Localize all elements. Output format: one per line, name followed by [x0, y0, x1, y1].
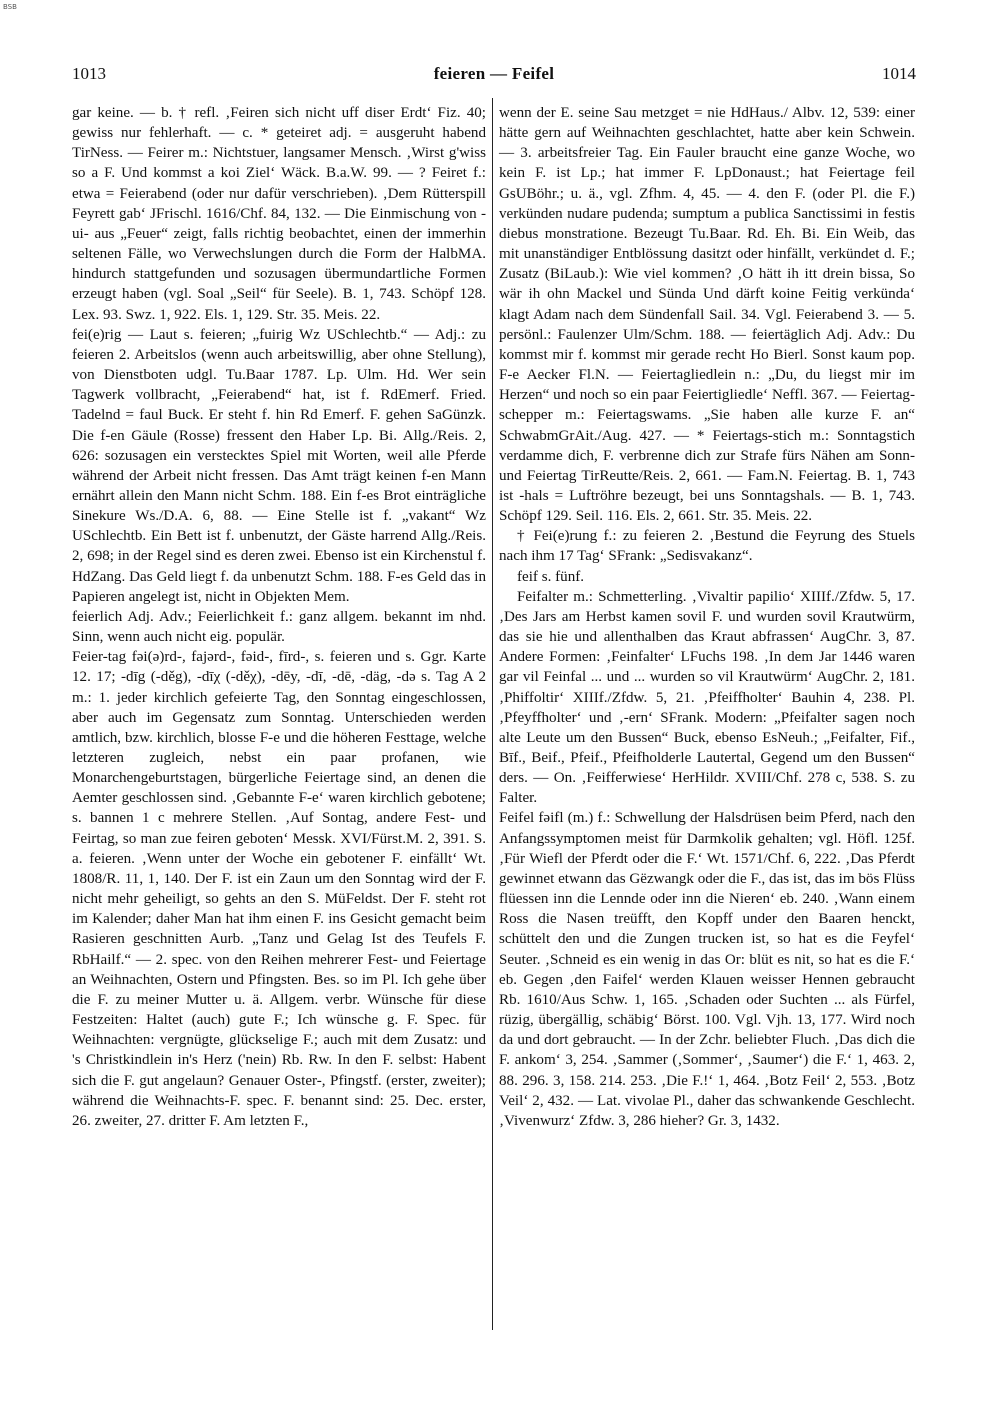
left-page-number: 1013: [72, 64, 106, 83]
entry-paragraph: feif s. fünf.: [517, 568, 585, 585]
column-divider: [492, 98, 493, 1330]
entry-paragraph: Feifalter m.: Schmetterling. ‚Vivaltir papilio‘ XIIIf./Zfdw. 5, 17. ‚Des Jars am Herbst kamen sovil F. und wurden sovil Krautwürm, das sie hie und allenthalben das Kraut abfrassen‘ AugChr. 3, 87. Andere Formen: ‚Feinfalter‘ LFuchs 198. ‚In dem Jar 1446 waren gar vil Feinfal ... und ... wurden so vil Krautwürm‘ AugChr. 2, 181. ‚Phiffoltir‘ XIIIf./Zfdw. 5, 21. ‚Pfeiffholter‘ Bauhin 4, 238. Pl. ‚Pfeyffholter‘ und ‚-ern‘ SFrank. Modern: „Pfeifalter sagen noch alte Leute um den Bussen“ Buck, ebenso EsNeuh.; „Feifalter, Fif., Bīf., Beif., Pfeif., Pfeifholderle Lautertal, Gegend um den Bussen“ ders. — On. ‚Feifferwiese‘ HerHildr. XVIII/Chf. 278 c, 538. S. zu Falter.: [499, 588, 915, 807]
entry-paragraph: gar keine. — b. † refl. ‚Feiren sich nicht uff diser Erdt‘ Fiz. 40; gewiss nur fehlerhaft. — c. * geteiret adj. = ausgeruht habend TirNess. — Feirer m.: Nichtstuer, langsamer Mensch. ‚Wirst g'wiss so a F. Und kommst a koi Ziel‘ Wäck. B.a.W. 99. — ? Feiret f.: etwa = Feierabend (oder nur dafür verschrieben). ‚Dem Rütterspill Feyrett gab‘ JFrischl. 1616/Chf. 84, 132. — Die Einmischung von -ui- aus „Feuer“ zeigt, falls richtig beobachtet, einen der immerhin seltenen Fälle, wo Verwechslungen durch die Form der HalbMA. hindurch stattgefunden und sozusagen übermundartliche Formen erzeugt haben (vgl. Soal „Seil“ für Seele). B. 1, 743. Schöpf 128. Lex. 93. Swz. 1, 922. Els. 1, 129. Str. 35. Meis. 22.: [72, 105, 486, 323]
right-column: [499, 103, 915, 1131]
entry-paragraph: feierlich Adj. Adv.; Feierlichkeit f.: ganz allgem. bekannt im nhd. Sinn, wenn auch nicht eig. populär.: [72, 608, 486, 646]
entry-paragraph: Feifel fəifl (m.) f.: Schwellung der Halsdrüsen beim Pferd, nach den Anfangssymptomen meist für Darmkolik gehalten; vgl. Höfl. 125f. ‚Für Wiefl der Pferdt oder die F.‘ Wt. 1571/Chf. 6, 222. ‚Das Pferdt gewinnet etwann das Gëzwangk oder die F., das ist, das im bös Flüss flüessen inn die Lennde oder inn die Nieren‘ eb. 240. ‚Wann einem Ross die Nasen treüfft, den Kopff under den Baaren henckt, schüttelt den und die Zungen trucken ist, so hat es die Feyfel‘ Seuter. ‚Schneid es ein wenig in das Or: blüt es nit, so hat es die F.‘ eb. Gegen ‚den Faifel‘ werden Klauen weisser Hennen gebraucht Rb. 1610/Aus Schw. 1, 165. ‚Schaden oder Suchten ... als Fürfel, rüzig, übergällig, schäbig‘ Börst. 100. Vgl. Vjh. 13, 177. Wird noch da und dort gebraucht. — In der Zchr. beliebter Fluch. ‚Das dich die F. ankom‘ 3, 254. ‚Sammer (‚Sommer‘, ‚Saumer‘) die F.‘ 1, 463. 2, 88. 296. 3, 158. 214. 253. ‚Die F.!‘ 1, 464. ‚Botz Feil‘ 2, 553. ‚Botz Veil‘ 2, 432. — Lat. vivolae Pl., daher das schwankende Geschlecht. ‚Vivenwurz‘ Zfdw. 3, 286 hieher? Gr. 3, 1432.: [499, 810, 915, 1129]
page-header: [72, 64, 916, 86]
entry-paragraph: † Fei(e)rung f.: zu feieren 2. ‚Bestund die Feyrung des Stuels nach ihm 17 Tag‘ SFrank: „Sedisvakanz“.: [499, 528, 915, 565]
library-mark: BSB: [3, 3, 17, 11]
entry-paragraph: wenn der E. seine Sau metzget = nie HdHaus./ Albv. 12, 539: einer hätte gern auf Weihnachten geschlachtet, hatte aber kein Schwein. — 3. arbeitsfreier Tag. Ein Fauler braucht eine ganze Woche, wo kein F. ist Lp.; hat immer F. LpDonaust.; hat Feiertage feil GsUBöhr.; u. ä., vgl. Zfhm. 4, 45. — 4. den F. (oder Pl. die F.) verkünden nudare pudenda; sumptum a publica Sanctissimi in festis diebus monstratione. Bezeugt Tu.Baar. Rd. Eh. Bi. Ein Weib, das mit unanständiger Entblössung dasitzt oder hinfällt, verkündet d. F.; Zusatz (BiLaub.): Wie viel kommen? ‚O hätt ih itt drein bissa, So wär ih ohn Mackel und Sünda Und därft koine Feitig verkünda‘ klagt Adam nach dem Sündenfall Sail. 34. Vgl. Feierabend 3. — 5. persönl.: Faulenzer Ulm/Schm. 188. — feiertäglich Adj. Adv.: Du kommst mir f. kommst mir gerade recht Ho Bierl. Sonst kaum pop. F-e Aecker Fl.N. — Feiertagliedlein n.: „Du, du liegst mir im Herzen“ und noch so ein paar Feiertigliedle‘ Neffl. 367. — Feiertag-schepper m.: Feiertagswams. „Sie haben alle kurze F. an“ SchwabmGrAit./Aug. 427. — * Feiertags-stich m.: Sonntagstich verdamme dich, F. verbrenne dich zur Strafe fürs Nähen am Sonn- und Feiertag TirReutte/Reis. 2, 661. — Fam.N. Feiertag. B. 1, 743 ist -hals = Luftröhre bezeugt, bei uns Sonntagshals. — B. 1, 743. Schöpf 129. Seil. 116. Els. 2, 661. Str. 35. Meis. 22.: [499, 105, 915, 525]
running-title: feieren — Feifel: [433, 64, 555, 83]
entry-paragraph: Feier-tag fəi(ə)rd-, fajərd-, fəid-, fīrd-, s. feieren und s. Ggr. Karte 12. 17; -dīg (-děg), -dīχ (-děχ), -dēy, -dī, -dē, -däg, -də s. Tag A 2 m.: 1. jeder kirchlich gefeierte Tag, den Sonntag eingeschlossen, aber auch im Gegensatz zum Sonntag. Unterschieden werden amtlich, bzw. kirchlich, blosse F-e und die höheren Festtage, welche letzteren zugleich, nebst ein paar profanen, wie Monarchengeburtstagen, bürgerliche Feiertage sind, an denen die Aemter geschlossen sind. ‚Gebannte F-e‘ waren kirchlich gebotene; s. bannen 1 c mehrere Stellen. ‚Auf Sontag, andere Fest- und Feirtag, so man zue feiren geboten‘ Messk. XVI/Fürst.M. 2, 391. S. a. feieren. ‚Wenn unter der Woche ein gebotener F. einfällt‘ Wt. 1808/R. 11, 1, 140. Der F. ist ein Zaun um den Sonntag wird der F. nicht mehr geheiligt, so gehts an den S. MüFeldst. Der F. steht rot im Kalender; daher Man hat ihm einen F. ins Gesicht gemacht beim Rasieren geschnitten Aurb. „Tanz und Gelag Ist des Teufels F. RbHailf.“ — 2. spec. von den Reihen mehrerer Fest- und Feiertage an Weihnachten, Ostern und Pfingsten. Bes. so im Pl. Ich gehe über die F. zu meiner Mutter u. ä. Allgem. verbr. Wünsche für diese Festzeiten: Haltet (auch) gute F.; Ich wünsche g. F. Spec. für Weihnachten: vergnügte, glückselige F.; auch mit dem Zusatz: und 's Christkindlein in's Herz ('nein) Rb. Rw. In den F. selbst: Habent sich die F. gut angelaun? Genauer Oster-, Pfingstf. (erster, zweiter); während die Weihnachts-F. spec. F. benannt sind: 25. Dec. erster, 26. zweiter, 27. dritter F. Am letzten F.,: [72, 649, 486, 1129]
right-page-number: 1014: [882, 64, 916, 83]
left-column: [72, 103, 486, 1131]
entry-paragraph: fei(e)rig — Laut s. feieren; „fuirig Wz USchlechtb.“ — Adj.: zu feieren 2. Arbeitslos (wenn auch arbeitswillig, aber ohne Stellung), von Dienstboten udgl. Tu.Baar 1787. Lp. Ulm. Hd. Wer sein Tagwerk vollbracht, „Feierabend“ hat, ist f. RdEmerf. Fried. Tadelnd = faul Buck. Er steht f. hin Rd Emerf. F. gehen SaGünzk. Die f-en Gäule (Rosse) fressent den Haber Lp. Bi. Allg./Reis. 2, 626: sozusagen ein verstecktes Spiel mit Worten, weil alle Pferde während der Arbeit nicht fressen. Das Amt trägt keinen f-en Mann ernährt allein den Mann nicht Schm. 188. Ein f-es Brot einträgliche Sinekure Ws./D.A. 6, 88. — Eine Stelle ist f. „vakant“ Wz USchlechtb. Ein Bett ist f. unbenutzt, der Gäste harrend Allg./Reis. 2, 698; in der Regel sind es deren zwei. Ebenso ist ein Kirchenstul f. HdZang. Das Geld liegt f. da unbenutzt Schm. 188. F-es Geld das in Papieren angelegt ist, nicht in Objekten Mem.: [72, 326, 486, 605]
